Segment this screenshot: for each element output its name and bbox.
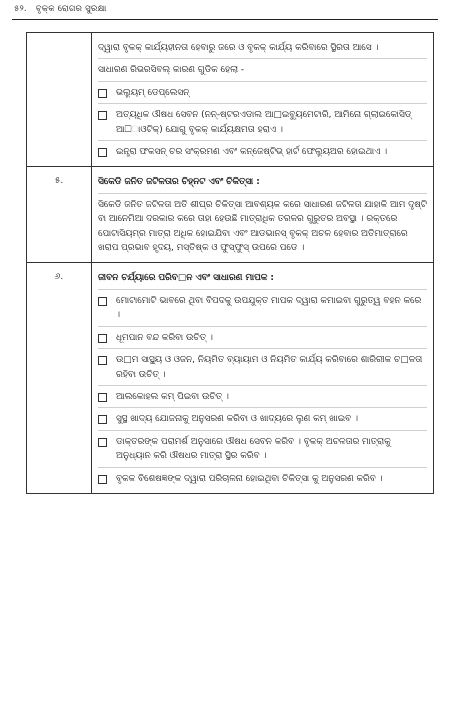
row-content [92, 33, 434, 167]
bullet-text: ଉ□ମ ସାସ୍ଥ୍ୟ ଓ ଓଜନ, ନିୟମିତ ବ୍ୟାୟାମ ଓ ନିୟମିତ କାର୍ଯ୍ୟ କରିବାରେ ଶାରିରୀକ ଚ□ଳତା ରହିବା ଉଚିତ୍ । [116, 355, 423, 380]
row-content [92, 167, 434, 263]
checkbox-bullet-icon [98, 297, 107, 306]
checkbox-bullet-icon [98, 356, 107, 365]
header-rule [12, 19, 438, 20]
paragraph: ଦ୍ୱାରା ବୃକକ୍ କାର୍ଯ୍ୟହୀନତା ହେବାରୁ ଜରେ ଓ ବୃକକ୍ କାର୍ଯ୍ୟ କରିବାରେ ସ୍ଥିରତା ଆସେ । [98, 43, 379, 53]
content-table [26, 32, 434, 494]
checkbox-bullet-icon [98, 438, 107, 447]
bullet-item [98, 348, 427, 385]
table-row [27, 167, 434, 263]
row-content [92, 263, 434, 493]
checkbox-bullet-icon [98, 393, 107, 402]
checkbox-bullet-icon [98, 415, 107, 424]
bullet-text: ସୁସ୍ଥ ଖାଦ୍ୟ ଯୋଜନାକୁ ଅନୁସରଣ କରିବା ଓ ଖାଦ୍ୟରେ ଲୁଣ କମ୍ ଖାଇବ । [116, 414, 359, 425]
bullet-text: ଡାକ୍ତରଙ୍କ ପରାମର୍ଶ ଅନୁସାରେ ଔଷଧ ସେବନ କରିବ । ବୃକକ୍ ଅଚଳତାର ମାତ୍ରାକୁ ଅନୁଧ୍ୟାନ କରି ଔଷଧର ମାତ୍ରା ସ୍ଥିର କରିବ । [116, 436, 391, 462]
checkbox-bullet-icon [98, 334, 107, 343]
bullet-text: ମୋଟାମୋଟି ଭାବରେ ଥିବା ବିପଦକୁ ଉପଯୁକ୍ତ ମାପକ ଦ୍ୱାରା କମାଇବା ଗୁରୁତ୍ୱ ବହନ କରେ । [116, 295, 422, 321]
bullet-item [98, 407, 427, 429]
paragraph: ସିକେଡି ଜନିତ ଜଟିଳତା ଅତି ଶୀଘ୍ର ଚିକିତ୍ସା ଆବଶ୍ୟକ କରେ ସାଧାରଣ ଜଟିଳତା ଯାହାକି ଆମ ଦୃଷ୍ଟି ବା ଆନେମିଆ ଦରକାର କରେ ତାହା ହେଉଛି ମାତ୍ରାଧିକ ତରଳର ଗୁରୁତର ଅବସ୍ଥା । ରକ୍ତରେ ପୋଟାସିୟମ୍‌ର ମାତ୍ରା ଅଧିକ ହୋଇଯିବା ଏବଂ ଆଡଭାନସ୍ ବୃକକ୍ ଅଚଳ ହେବାର ଅତିମାତ୍ରାରେ ଖରାପ ପ୍ରଭାବ ହୃଦୟ, ମସ୍ତିଷ୍କ ଓ ଫୁସ୍‌ଫୁସ୍ ଉପରେ ପଡେ । [98, 193, 427, 259]
checkbox-bullet-icon [98, 148, 107, 157]
paragraph: ସାଧାରଣ ରିଭରସିବଲ୍ କାରଣ ଗୁଡିକ ହେଲା - [98, 58, 427, 80]
running-header [14, 4, 107, 14]
bullet-item [98, 81, 427, 103]
row-number: ୫. [27, 167, 92, 263]
bullet-item [98, 103, 427, 140]
page-number: ୫୨. [14, 4, 27, 14]
bullet-text: ଇନ୍ତ୍ରା ଫକସନ୍ ଚର ସଂକ୍ରମଣ ଏବଂ କନ୍‌ଜେଷ୍ଟିଭ୍ ହାର୍ଟ ଫେଲ୍ୟୁଅର ହୋଇଥାଏ । [116, 147, 388, 158]
section-heading: ସିକେଡି ଜନିତ ଜଟିଳତାର ଚିହ୍ନଟ ଏବଂ ଚିକିତ୍ସା : [98, 177, 260, 188]
checkbox-bullet-icon [98, 111, 107, 120]
bullet-item [98, 289, 427, 326]
checkbox-bullet-icon [98, 475, 107, 484]
section-heading: ଜୀବନ ଚର୍ଯ୍ୟାରେ ପରିବ□ନ ଏବଂ ସାଧାରଣ ମାପକ : [98, 273, 274, 284]
bullet-text: ବୃକକ ବିଶେଷଜ୍ଞଙ୍କ ଦ୍ୱାରା ପରିଚାଳନା ହୋଇଥିବା ଚିକିତ୍ସା କୁ ଅନୁସରଣ କରିବ । [116, 473, 383, 484]
table-row [27, 33, 434, 167]
bullet-item [98, 385, 427, 407]
bullet-text: ଆଲକୋହଲ କମ୍ ପିଇବା ଉଚିତ୍ । [116, 391, 229, 402]
row-number [27, 33, 92, 167]
checkbox-bullet-icon [98, 89, 107, 98]
bullet-text: ଧୂମପାନ ବନ୍ଦ କରିବା ଉଚିତ୍ । [116, 332, 213, 343]
bullet-text: ଭଲ୍ୟୁମ୍ ଡେପ୍ଲେସନ୍ [116, 87, 190, 98]
table-row [27, 263, 434, 493]
bullet-item [98, 430, 427, 467]
bullet-item [98, 140, 427, 162]
row-number: ୬. [27, 263, 92, 493]
running-title: ବୃକ୍କ ରୋଗର ସୁରକ୍ଷା [35, 4, 107, 14]
bullet-text: ଅତ୍ୟଧିକ ଔଷଧ ସେବନ (ନନ୍-ଷ୍ଟରଏଡାଲ ଆ□ଇବ୍ୟୁମେଟାରି, ଆମିନୋ ଗ୍ଲାଇକୋସିଡ୍ ଆ□ାଓଟିକ୍) ଯୋଗୁ ବୃକକ୍ କାର୍ଯ୍ୟକ୍ଷମତା ହରାଏ । [116, 110, 412, 135]
bullet-item [98, 467, 427, 489]
bullet-item [98, 326, 427, 348]
